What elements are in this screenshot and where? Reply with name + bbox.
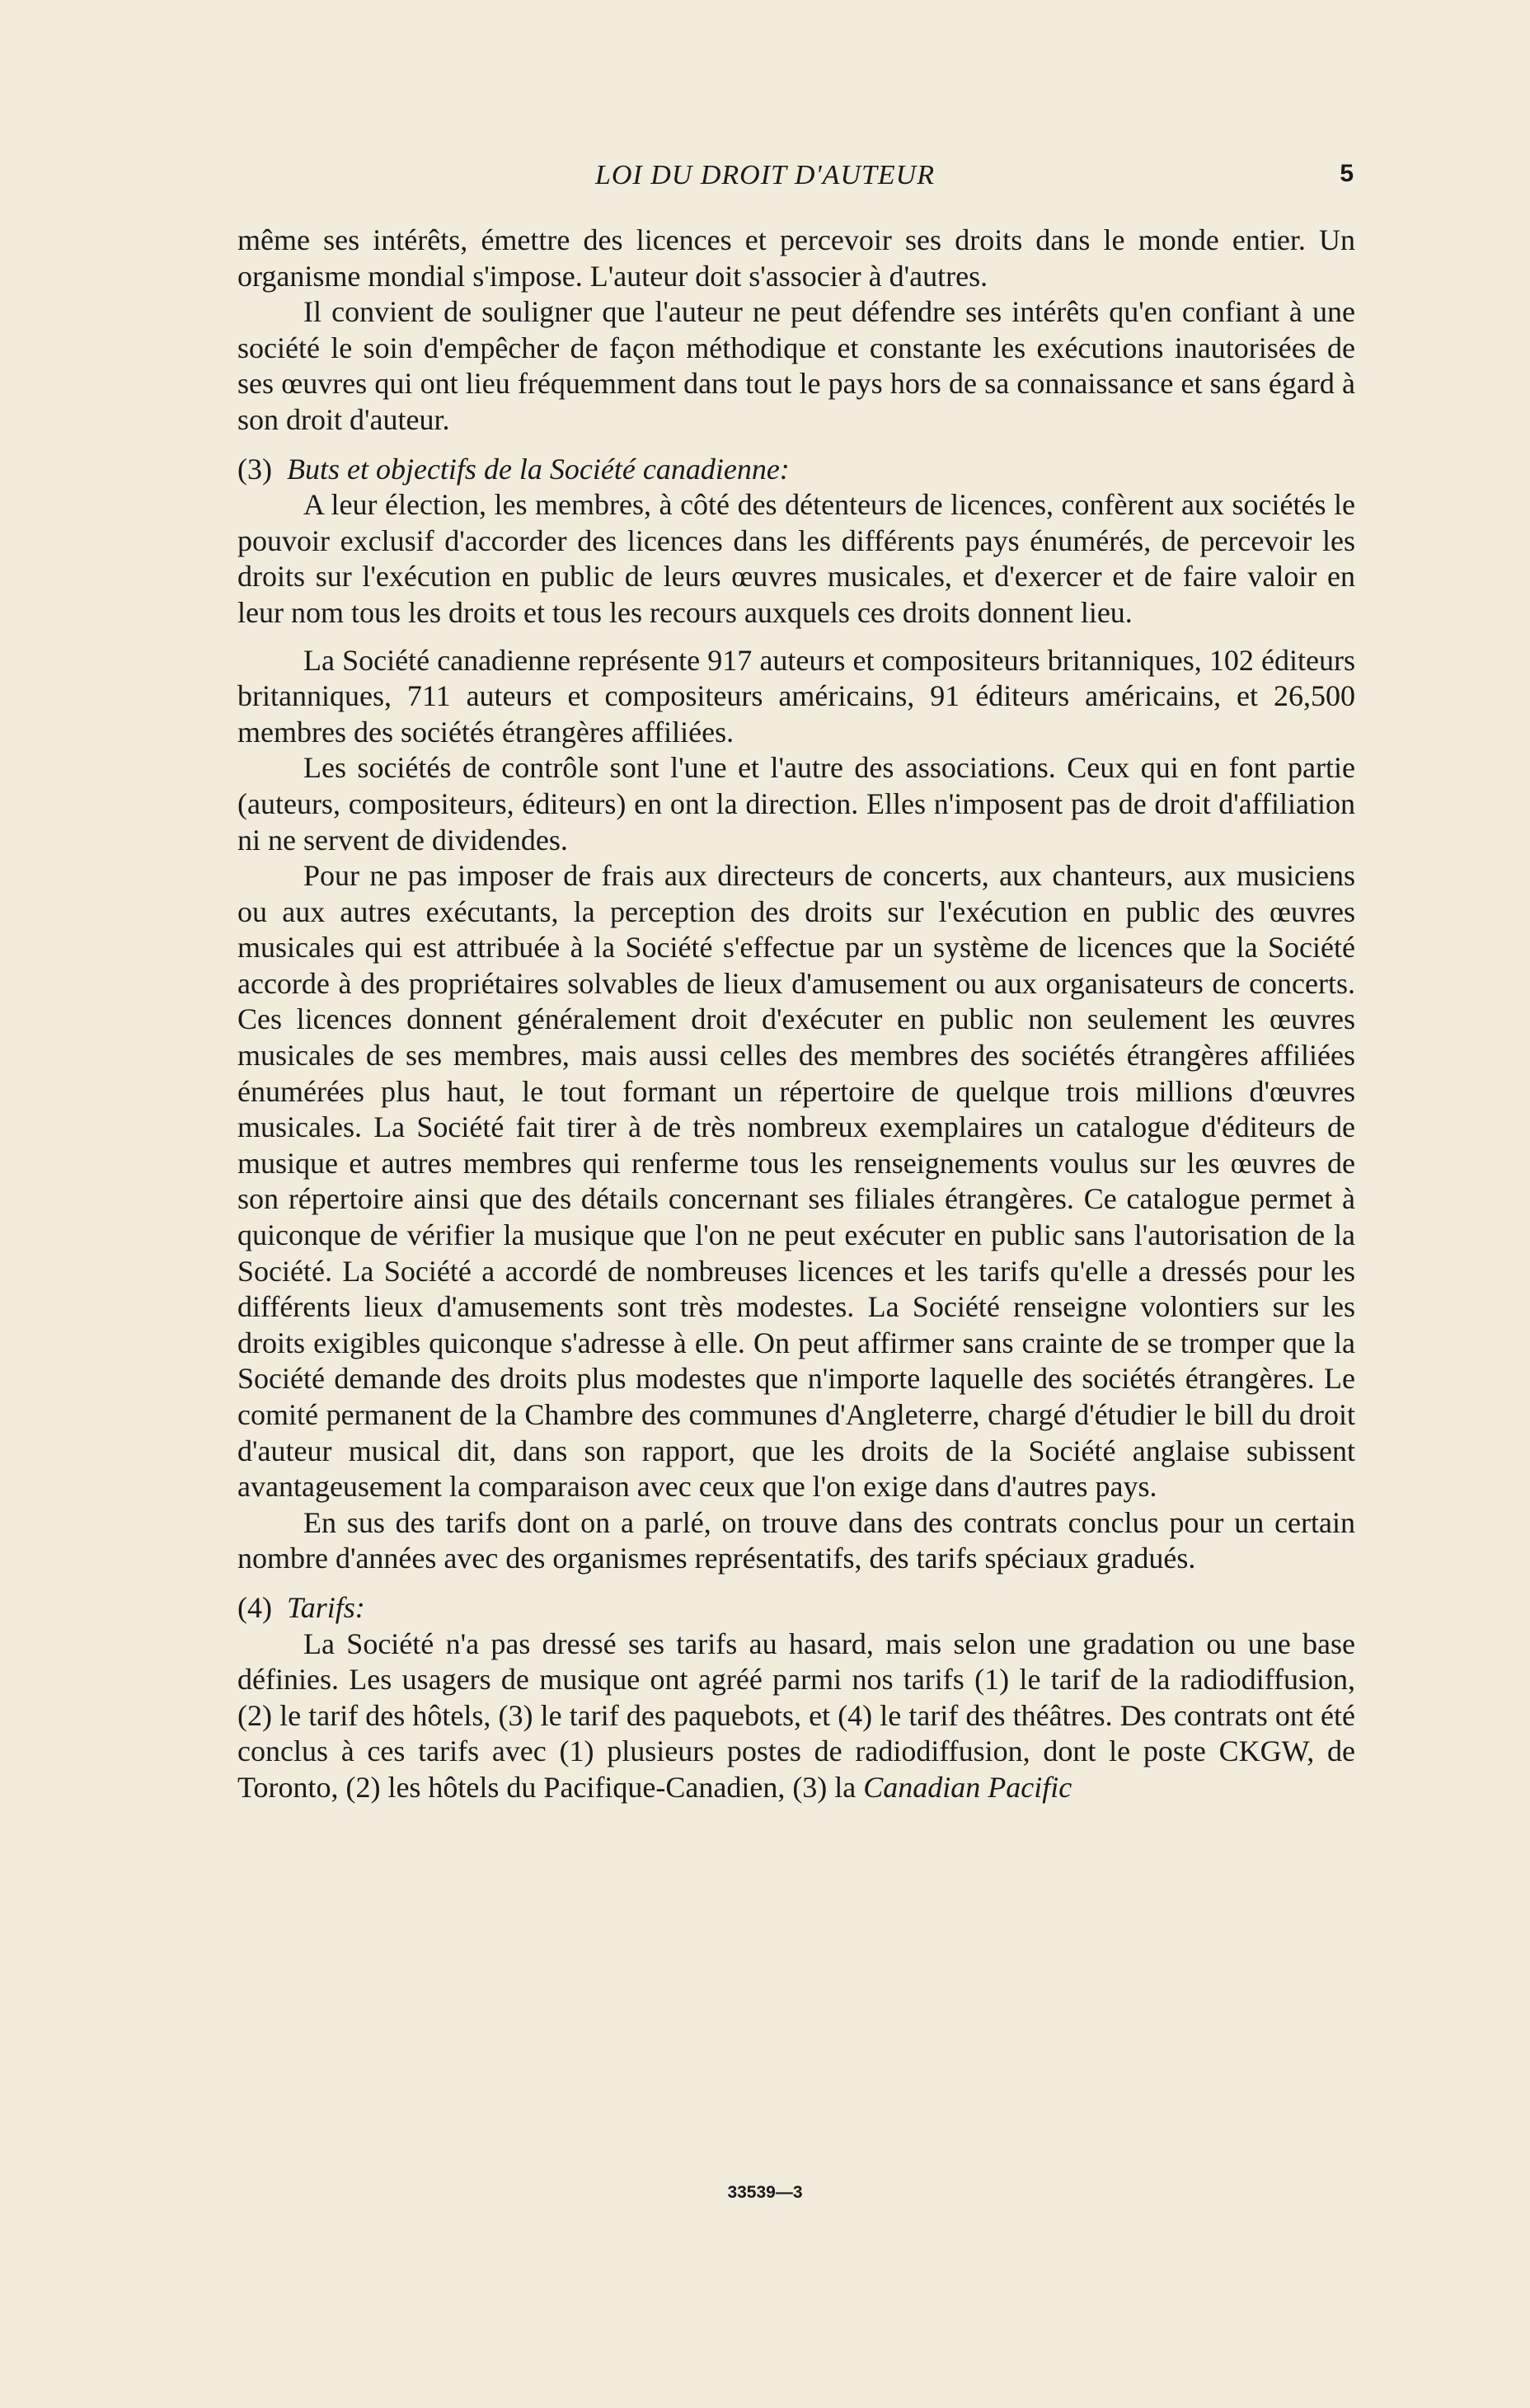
section-heading-3 xyxy=(237,452,1355,488)
section-number-4: (4) xyxy=(237,1590,272,1624)
running-header xyxy=(0,160,1530,203)
paragraph-author-rights: Il convient de souligner que l'auteur ne peut défendre ses intérêts qu'en confiant à une société le soin d'empêcher de façon méthodique et constante les exécutions inautorisées de ses œuvres qui ont lieu fréquemment dans tout le pays hors de sa connaissance et sans égard à son droit d'auteur. xyxy=(237,295,1355,436)
paragraph-tariffs-text: La Société n'a pas dressé ses tarifs au hasard, mais selon une gradation ou une base définies. Les usagers de musique ont agréé parmi nos tarifs (1) le tarif de la radiodiffusion, (2) le tarif des hôtels, (3) le tarif des paquebots, et (4) le tarif des théâtres. Des contrats ont été conclus à ces tarifs avec (1) plusieurs postes de radiodiffusion, dont le poste CKGW, de Toronto, (2) les hôtels du Pacifique-Canadien, (3) la xyxy=(237,1626,1355,1804)
paragraph-society-represents: La Société canadienne représente 917 auteurs et compositeurs britanniques, 102 éditeurs britanniques, 711 auteurs et compositeurs américains, 91 éditeurs américains, et 26,500 membres des sociétés étrangères affiliées. xyxy=(237,643,1355,749)
page-number: 5 xyxy=(1340,160,1354,187)
section-title-3: Buts et objectifs de la Société canadienne: xyxy=(286,452,790,486)
paragraph-special-tariffs: En sus des tarifs dont on a parlé, on trouve dans des contrats conclus pour un certain nombre d'années avec des organismes représentatifs, des tarifs spéciaux gradués. xyxy=(237,1505,1355,1575)
paragraph-tariffs xyxy=(237,1626,1355,1806)
paragraph-tariffs-italic: Canadian Pacific xyxy=(863,1770,1072,1804)
section-title-4: Tarifs: xyxy=(286,1590,365,1624)
section-heading-4 xyxy=(237,1590,1355,1626)
body-text xyxy=(237,223,1355,1806)
printer-code: 33539—3 xyxy=(727,2183,803,2202)
paragraph-members-election: A leur élection, les membres, à côté des détenteurs de licences, confèrent aux sociétés le pouvoir exclusif d'accorder des licences dans les différents pays énumérés, de percevoir les droits sur l'exécution en public de leurs œuvres musicales, et d'exercer et de faire valoir en leur nom tous les droits et tous les recours auxquels ces droits donnent lieu. xyxy=(237,488,1355,629)
section-number-3: (3) xyxy=(237,452,272,486)
paragraph-continuation: même ses intérêts, émettre des licences et percevoir ses droits dans le monde entier. Un organisme mondial s'impose. L'auteur doit s'associer à d'autres. xyxy=(237,223,1355,293)
running-title: LOI DU DROIT D'AUTEUR xyxy=(594,160,936,190)
paragraph-licence-system: Pour ne pas imposer de frais aux directeurs de concerts, aux chanteurs, aux musiciens ou aux autres exécutants, la perception des droits sur l'exécution en public des œuvres musicales qui est attribuée à la Société s'effectue par un système de licences que la Société accorde à des propriétaires solvables de lieux d'amusement ou aux organisateurs de concerts. Ces licences donnent généralement droit d'exécuter en public non seulement les œuvres musicales de ses membres, mais aussi celles des membres des sociétés étrangères affiliées énumérées plus haut, le tout formant un répertoire de quelque trois millions d'œuvres musicales. La Société fait tirer à de très nombreux exemplaires un catalogue d'éditeurs de musique et autres membres qui renferme tous les renseignements voulus sur les œuvres de son répertoire ainsi que des détails concernant ses filiales étrangères. Ce catalogue permet à quiconque de vérifier la musique que l'on ne peut exécuter en public sans l'autorisation de la Société. La Société a accordé de nombreuses licences et les tarifs qu'elle a dressés pour les différents lieux d'amusements sont très modestes. La Société renseigne volontiers sur les droits exigibles quiconque s'adresse à elle. On peut affirmer sans crainte de se tromper que la Société demande des droits plus modestes que n'importe laquelle des sociétés étrangères. Le comité permanent de la Chambre des communes d'Angleterre, chargé d'étudier le bill du droit d'auteur musical dit, dans son rapport, que les droits de la Société anglaise subissent avantageusement la comparaison avec ceux que l'on exige dans d'autres pays. xyxy=(237,859,1355,1504)
paragraph-control-societies: Les sociétés de contrôle sont l'une et l'autre des associations. Ceux qui en font partie (auteurs, compositeurs, éditeurs) en ont la direction. Elles n'imposent pas de droit d'affiliation ni ne servent de dividendes. xyxy=(237,751,1355,857)
